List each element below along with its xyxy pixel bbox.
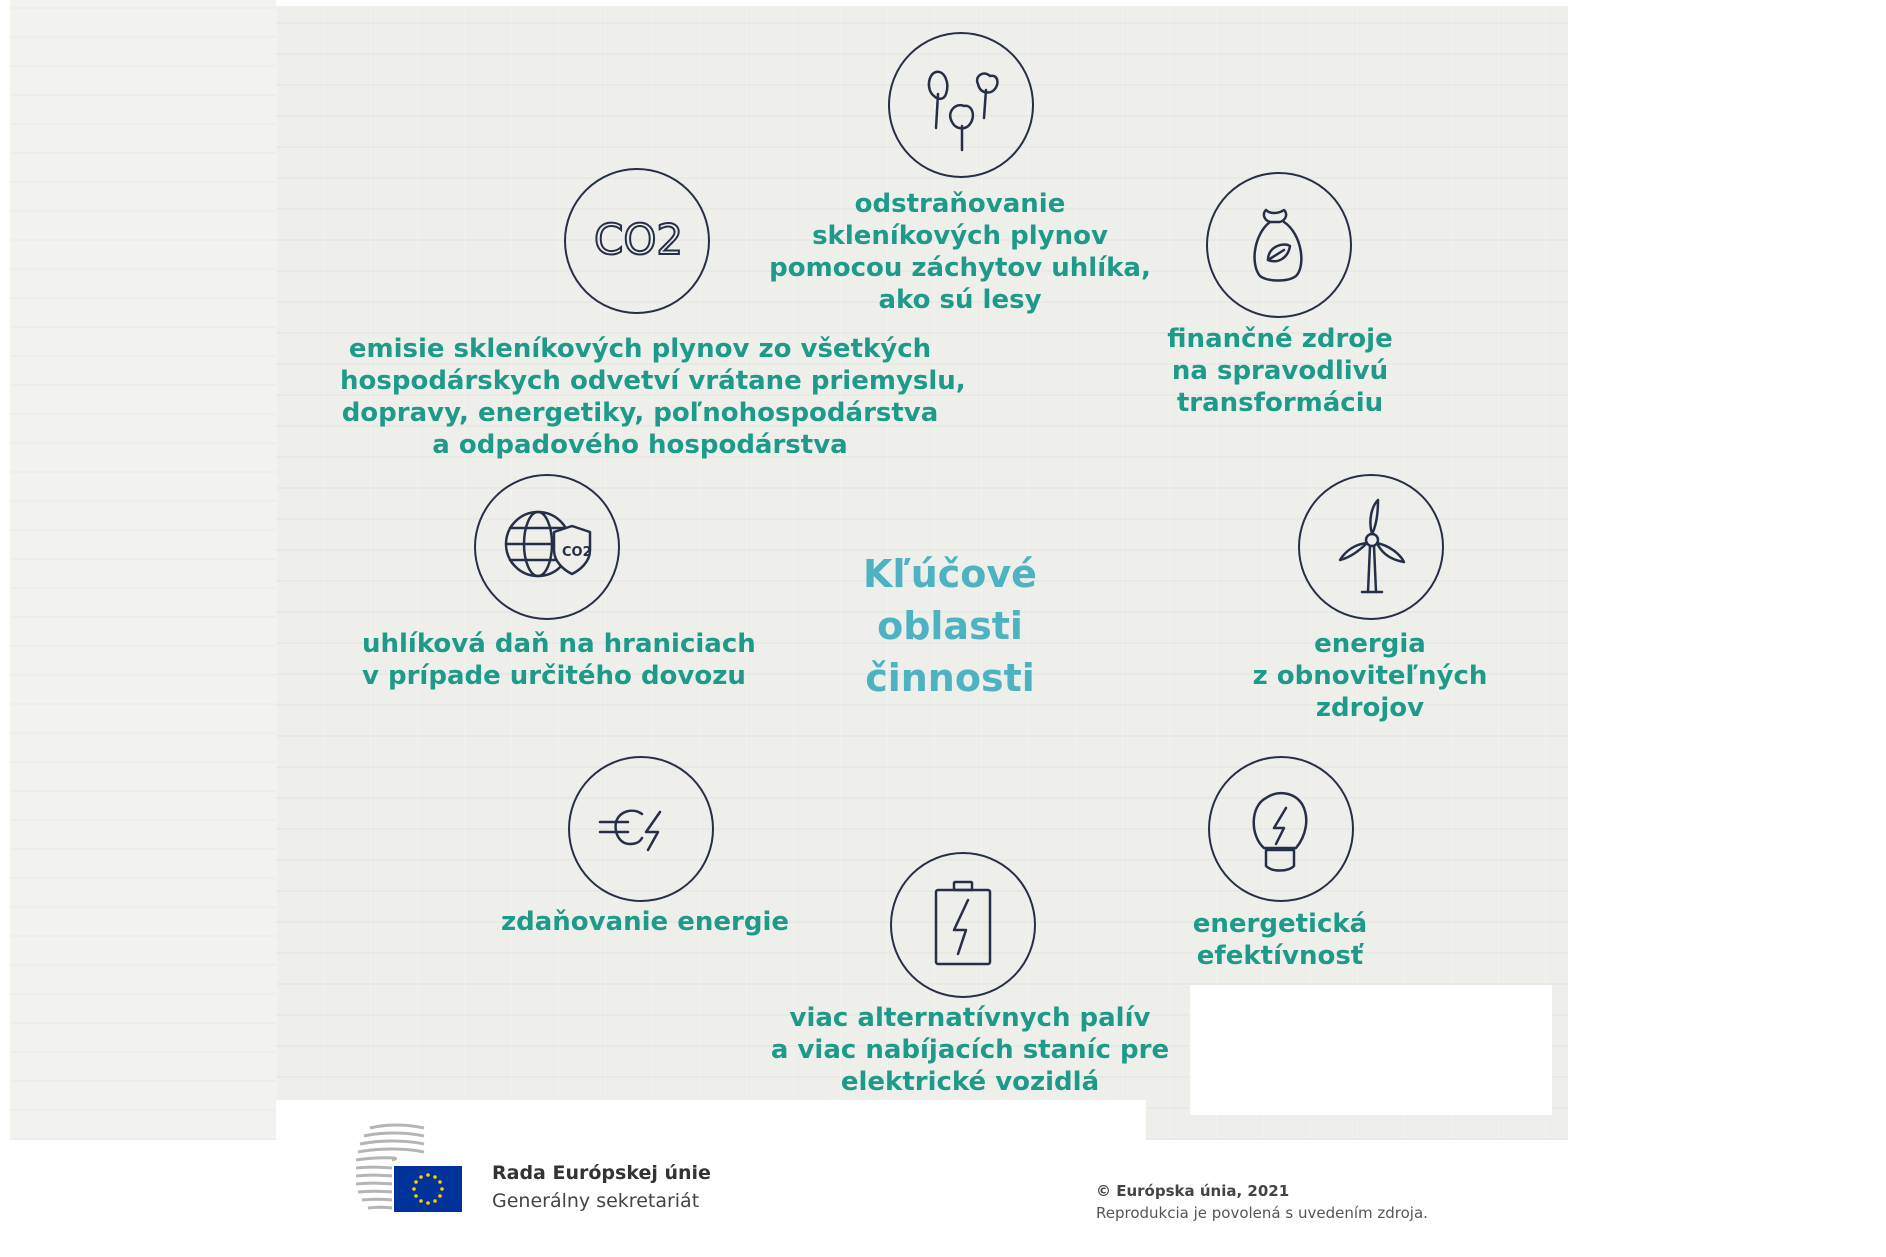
battery-charge-icon [890,852,1036,998]
reproduction-note: Reprodukcia je povolená s uvedením zdroja. [1096,1204,1428,1222]
co2-text: CO2 [594,215,684,264]
area-label: viac alternatívnych palív a viac nabíjacích staníc pre elektrické vozidlá [770,1003,1170,1097]
area-label: energetická efektívnosť [1192,909,1368,971]
area-label: finančné zdroje na spravodlivú transformáciu [1167,324,1393,418]
page-title: Kľúčové oblasti činnosti [863,552,1037,700]
globe-co2-shield-icon [474,474,620,620]
euro-lightning-icon [568,756,714,902]
wind-turbine-icon [1298,474,1444,620]
area-label: uhlíková daň na hraniciach v prípade určitého dovozu [362,629,756,691]
trees-icon [888,32,1034,178]
paper-left-strip [10,0,276,1140]
money-bag-leaf-icon [1206,172,1352,318]
area-label: emisie skleníkových plynov zo všetkých hospodárskych odvetví vrátane priemyslu, dopravy, energetiky, poľnohospodárstva a odpadového hospodárstva [340,334,966,460]
blank-area [1370,0,1575,6]
co2-shield-text: CO2 [562,545,592,560]
co2-icon [564,168,710,314]
blank-area [1190,985,1552,1115]
area-label: energia z obnoviteľných zdrojov [1252,629,1488,723]
org-name: Rada Európskej únie [492,1162,711,1184]
area-label: odstraňovanie skleníkových plynov pomocou záchytov uhlíka, ako sú lesy [769,189,1151,315]
copyright: © Európska únia, 2021 [1096,1182,1290,1200]
area-label: zdaňovanie energie [500,907,790,937]
org-subtitle: Generálny sekretariát [492,1190,700,1212]
lightbulb-icon [1208,756,1354,902]
council-eu-logo [356,1122,466,1214]
